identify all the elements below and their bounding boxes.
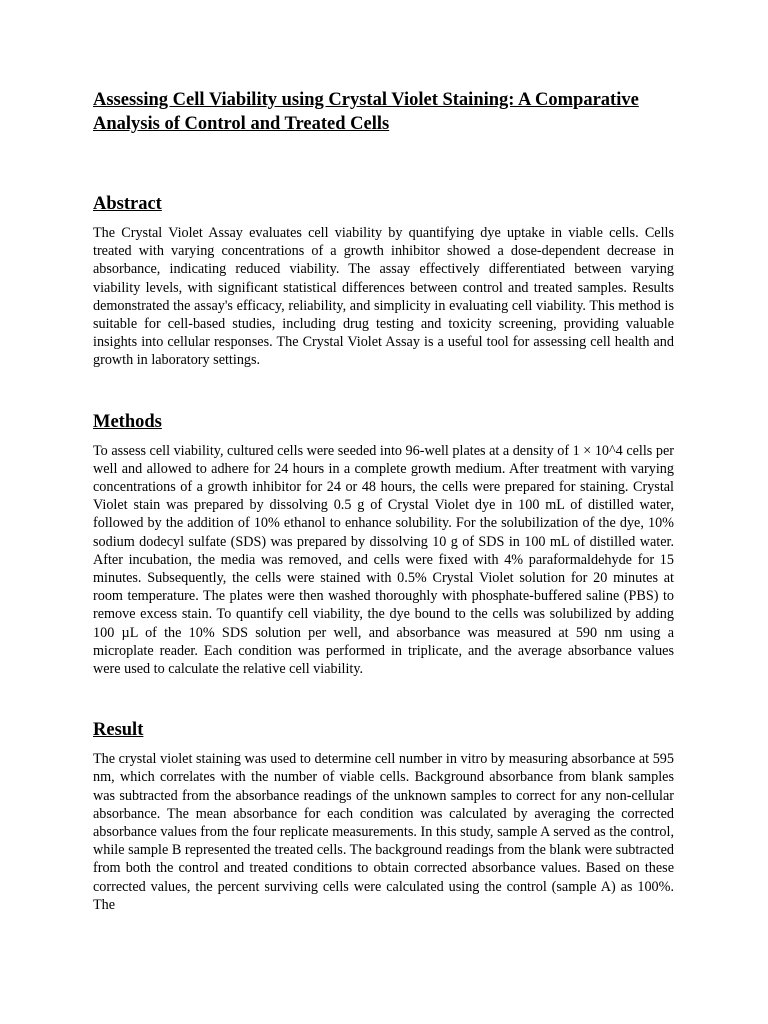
abstract-heading: Abstract [93, 194, 162, 214]
document-page [93, 88, 674, 914]
abstract-paragraph: The Crystal Violet Assay evaluates cell viability by quantifying dye uptake in viable cells. Cells treated with varying concentrations of a growth inhibitor showed a dose-dependent decrease in absorbance, indicating reduced viability. The assay effectively differentiated between varying viability levels, with significant statistical differences between control and treated samples. Results demonstrated the assay's efficacy, reliability, and simplicity in evaluating cell viability. This method is suitable for cell-based studies, including drug testing and toxicity screening, providing valuable insights into cellular responses. The Crystal Violet Assay is a useful tool for assessing cell health and growth in laboratory settings. [93, 225, 674, 369]
result-paragraph: The crystal violet staining was used to determine cell number in vitro by measuring absorbance at 595 nm, which correlates with the number of viable cells. Background absorbance from blank samples was subtracted from the absorbance readings of the unknown samples to correct for any non-cellular absorbance. The mean absorbance for each condition was calculated by averaging the corrected absorbance values from the four replicate measurements. In this study, sample A served as the control, while sample B represented the treated cells. The background readings from the blank were subtracted from both the control and treated conditions to obtain corrected absorbance values. Based on these corrected values, the percent surviving cells were calculated using the control (sample A) as 100%. The [93, 751, 674, 913]
result-heading: Result [93, 720, 144, 741]
methods-heading: Methods [93, 411, 162, 432]
document-title: Assessing Cell Viability using Crystal Violet Staining: A Comparative Analysis of Control and Treated Cells [93, 90, 639, 134]
methods-paragraph: To assess cell viability, cultured cells were seeded into 96-well plates at a density of 1 × 10^4 cells per well and allowed to adhere for 24 hours in a complete growth medium. After treatment with varying concentrations of a growth inhibitor for 24 or 48 hours, the cells were prepared for staining. Crystal Violet stain was prepared by dissolving 0.5 g of Crystal Violet dye in 100 mL of distilled water, followed by the addition of 10% ethanol to enhance solubility. For the solubilization of the dye, 10% sodium dodecyl sulfate (SDS) was prepared by dissolving 10 g of SDS in 100 mL of distilled water. After incubation, the media was removed, and cells were fixed with 4% paraformaldehyde for 15 minutes. Subsequently, the cells were stained with 0.5% Crystal Violet solution for 20 minutes at room temperature. The plates were then washed thoroughly with phosphate-buffered saline (PBS) to remove excess stain. To quantify cell viability, the dye bound to the cells was solubilized by adding 100 µL of the 10% SDS solution per well, and absorbance was measured at 590 nm using a microplate reader. Each condition was performed in triplicate, and the average absorbance values were used to calculate the relative cell viability. [93, 442, 674, 678]
